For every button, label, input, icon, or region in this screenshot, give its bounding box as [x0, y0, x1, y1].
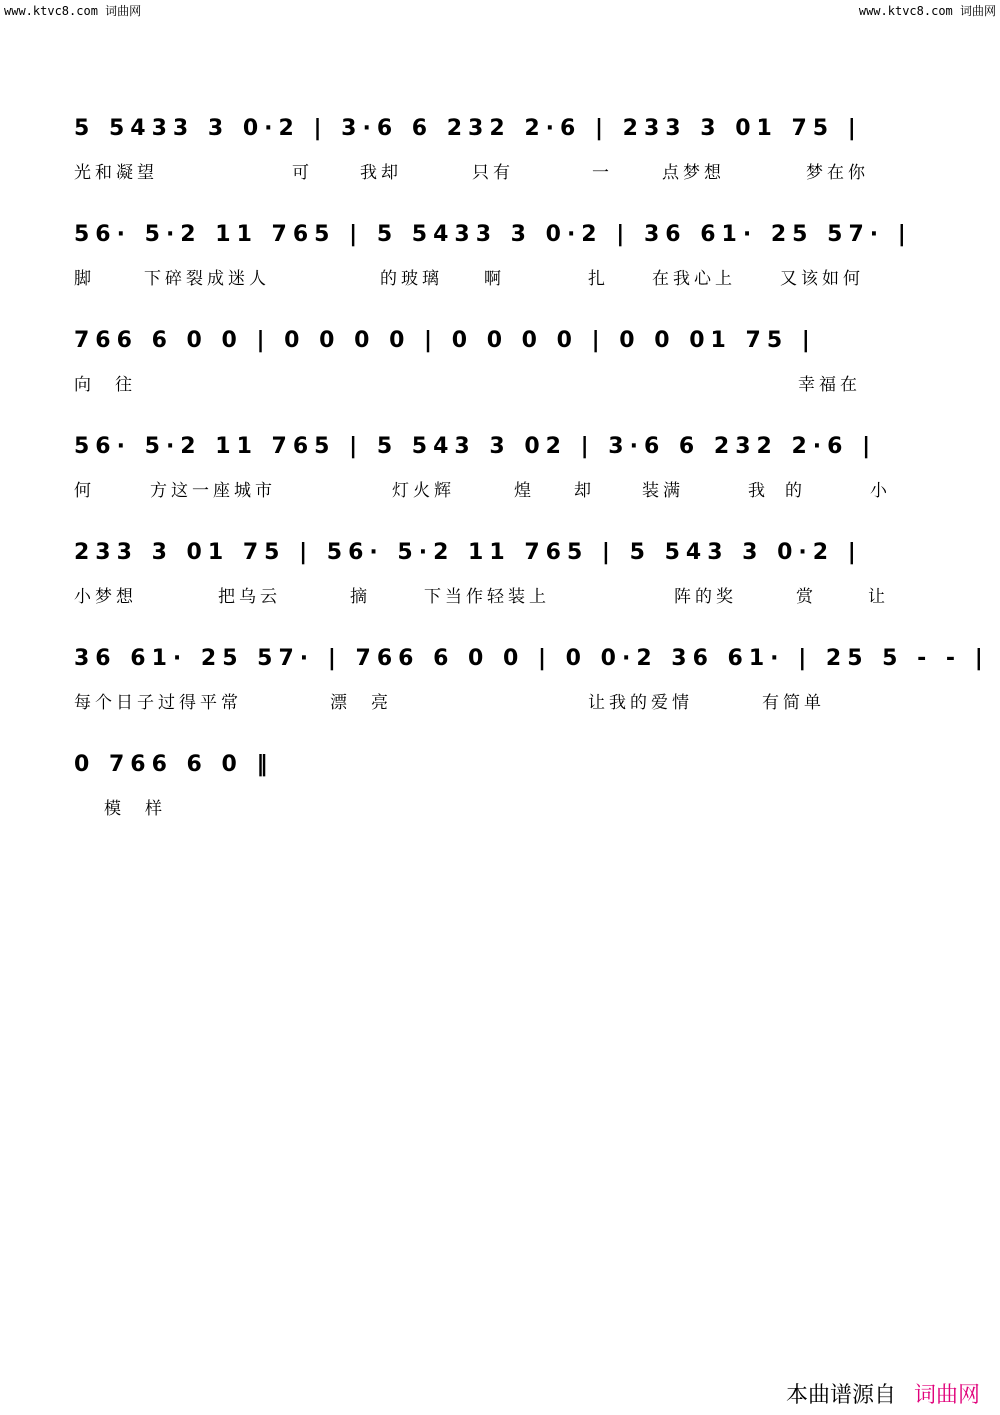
lyric: 让我的爱情 [588, 693, 693, 713]
lyric: 摘 [350, 587, 371, 607]
lyric: 光和凝望 [74, 163, 158, 183]
notes-line: 233 3 01 75 | 56· 5·2 11 765 | 5 543 3 0·2 | [74, 540, 862, 565]
lyrics-line [0, 688, 1000, 712]
lyric: 灯火辉 [392, 481, 455, 501]
header-right-watermark: www.ktvc8.com 词曲网 [858, 4, 996, 18]
lyric: 脚 [74, 269, 95, 289]
notes-line: 766 6 0 0 | 0 0 0 0 | 0 0 0 0 | 0 0 01 75 | [74, 328, 816, 353]
lyric: 把乌云 [218, 587, 281, 607]
lyric: 啊 [484, 269, 505, 289]
lyric: 又该如何 [780, 269, 864, 289]
notes-line: 56· 5·2 11 765 | 5 5433 3 0·2 | 36 61· 25 57· | [74, 222, 912, 247]
lyric: 下碎裂成迷人 [144, 269, 270, 289]
lyric: 梦在你 [806, 163, 869, 183]
lyrics-line [0, 370, 1000, 394]
footer-source: 本曲谱源自 [785, 1383, 896, 1408]
lyric: 向往 [74, 375, 156, 395]
lyric: 方这一座城市 [150, 481, 276, 501]
lyrics-line [0, 264, 1000, 288]
lyric: 模样 [104, 799, 186, 819]
lyric: 让 [868, 587, 889, 607]
lyric: 一 [592, 163, 613, 183]
lyric: 漂亮 [330, 693, 412, 713]
footer-credit [786, 1378, 980, 1409]
header-left-watermark: www.ktvc8.com 词曲网 [4, 4, 142, 18]
lyric: 点梦想 [662, 163, 725, 183]
notes-line: 36 61· 25 57· | 766 6 0 0 | 0 0·2 36 61· | 25 5 - - | [74, 646, 989, 671]
lyric: 阵的奖 [674, 587, 737, 607]
lyric: 却 [574, 481, 595, 501]
lyric: 我却 [360, 163, 402, 183]
lyrics-line [0, 476, 1000, 500]
notes-line: 56· 5·2 11 765 | 5 543 3 02 | 3·6 6 232 2·6 | [74, 434, 877, 459]
lyric: 扎 [588, 269, 609, 289]
lyric: 下当作轻装上 [424, 587, 550, 607]
lyric: 何 [74, 481, 95, 501]
lyric: 赏 [796, 587, 817, 607]
lyrics-line [0, 794, 1000, 818]
lyric: 有简单 [762, 693, 825, 713]
lyric: 装满 [642, 481, 684, 501]
lyric: 煌 [514, 481, 535, 501]
lyric: 每个日子过得平常 [74, 693, 242, 713]
lyric: 小 [870, 481, 891, 501]
lyric: 我的 [748, 481, 822, 501]
footer-site[interactable]: 词曲网 [913, 1383, 980, 1408]
lyric: 在我心上 [652, 269, 736, 289]
lyric: 幸福在 [798, 375, 861, 395]
notes-line: 0 766 6 0 ‖ [74, 752, 274, 777]
lyric: 的玻璃 [380, 269, 443, 289]
lyric: 可 [292, 163, 313, 183]
lyrics-line [0, 582, 1000, 606]
lyric: 小梦想 [74, 587, 137, 607]
notes-line: 5 5433 3 0·2 | 3·6 6 232 2·6 | 233 3 01 75 | [74, 116, 862, 141]
lyrics-line [0, 158, 1000, 182]
lyric: 只有 [472, 163, 514, 183]
